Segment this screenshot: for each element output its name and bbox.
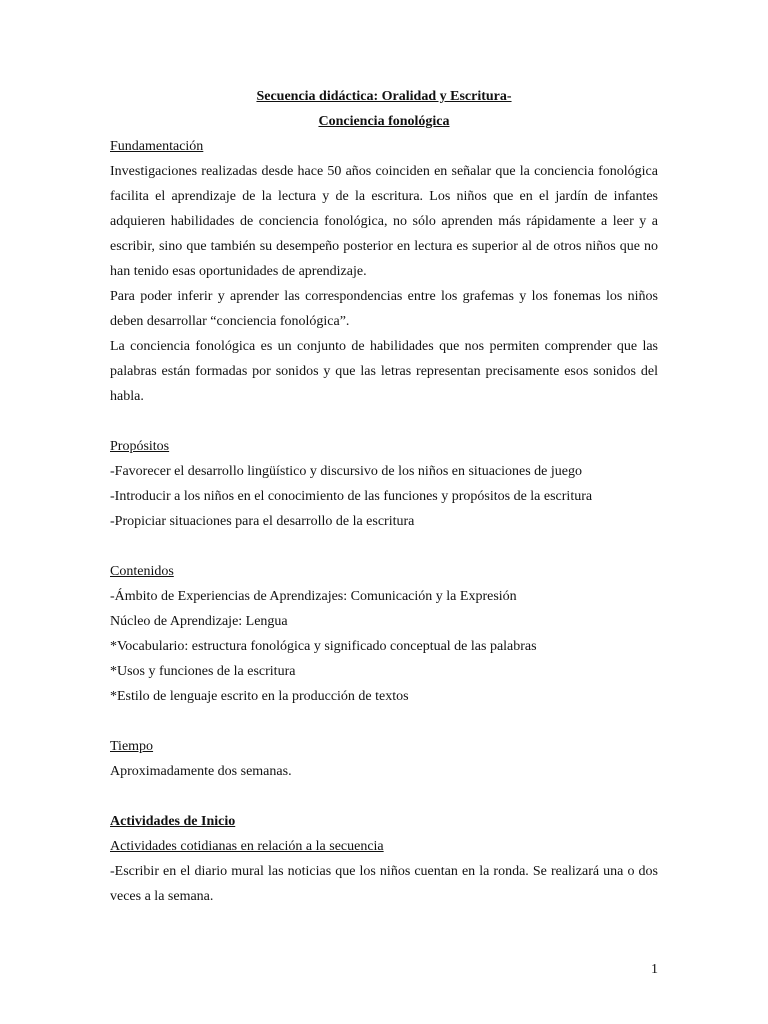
spacer bbox=[110, 709, 658, 734]
document-title: Secuencia didáctica: Oralidad y Escritura- bbox=[256, 89, 512, 104]
paragraph: Para poder inferir y aprender las correspondencias entre los grafemas y los fonemas los niños deben desarrollar “conciencia fonológica”. bbox=[110, 289, 658, 329]
paragraph: -Escribir en el diario mural las noticias que los niños cuentan en la ronda. Se realizará una o dos veces a la semana. bbox=[110, 864, 658, 904]
section-heading-fundamentacion: Fundamentación bbox=[110, 139, 204, 154]
section-heading-tiempo: Tiempo bbox=[110, 739, 154, 754]
list-item: -Introducir a los niños en el conocimiento de las funciones y propósitos de la escritura bbox=[110, 489, 593, 504]
page-number: 1 bbox=[651, 962, 658, 977]
spacer bbox=[110, 409, 658, 434]
document-subtitle: Conciencia fonológica bbox=[318, 114, 450, 129]
subheading-actividades-cotidianas: Actividades cotidianas en relación a la secuencia bbox=[110, 839, 384, 854]
list-item: *Vocabulario: estructura fonológica y significado conceptual de las palabras bbox=[110, 639, 537, 654]
section-heading-actividades-inicio: Actividades de Inicio bbox=[110, 814, 236, 829]
list-item: -Propiciar situaciones para el desarrollo de la escritura bbox=[110, 514, 415, 529]
tiempo-text: Aproximadamente dos semanas. bbox=[110, 764, 292, 779]
spacer bbox=[110, 534, 658, 559]
paragraph: Investigaciones realizadas desde hace 50 años coinciden en señalar que la conciencia fonológica facilita el aprendizaje de la lectura y de la escritura. Los niños que en el jardín de infantes adquieren habilidades de conciencia fonológica, no sólo aprenden más rápidamente a leer y a escribir, sino que también su desempeño posterior en lectura es superior al de otros niños que no han tenido esas oportunidades de aprendizaje. bbox=[110, 164, 658, 279]
paragraph: La conciencia fonológica es un conjunto de habilidades que nos permiten comprender que las palabras están formadas por sonidos y que las letras representan precisamente esos sonidos del habla. bbox=[110, 339, 658, 404]
list-item: *Estilo de lenguaje escrito en la producción de textos bbox=[110, 689, 409, 704]
section-heading-contenidos: Contenidos bbox=[110, 564, 174, 579]
list-item: Núcleo de Aprendizaje: Lengua bbox=[110, 614, 288, 629]
list-item: -Ámbito de Experiencias de Aprendizajes: Comunicación y la Expresión bbox=[110, 589, 517, 604]
list-item: *Usos y funciones de la escritura bbox=[110, 664, 296, 679]
list-item: -Favorecer el desarrollo lingüístico y discursivo de los niños en situaciones de juego bbox=[110, 464, 583, 479]
document-body bbox=[110, 84, 658, 909]
spacer bbox=[110, 784, 658, 809]
section-heading-propositos: Propósitos bbox=[110, 439, 170, 454]
